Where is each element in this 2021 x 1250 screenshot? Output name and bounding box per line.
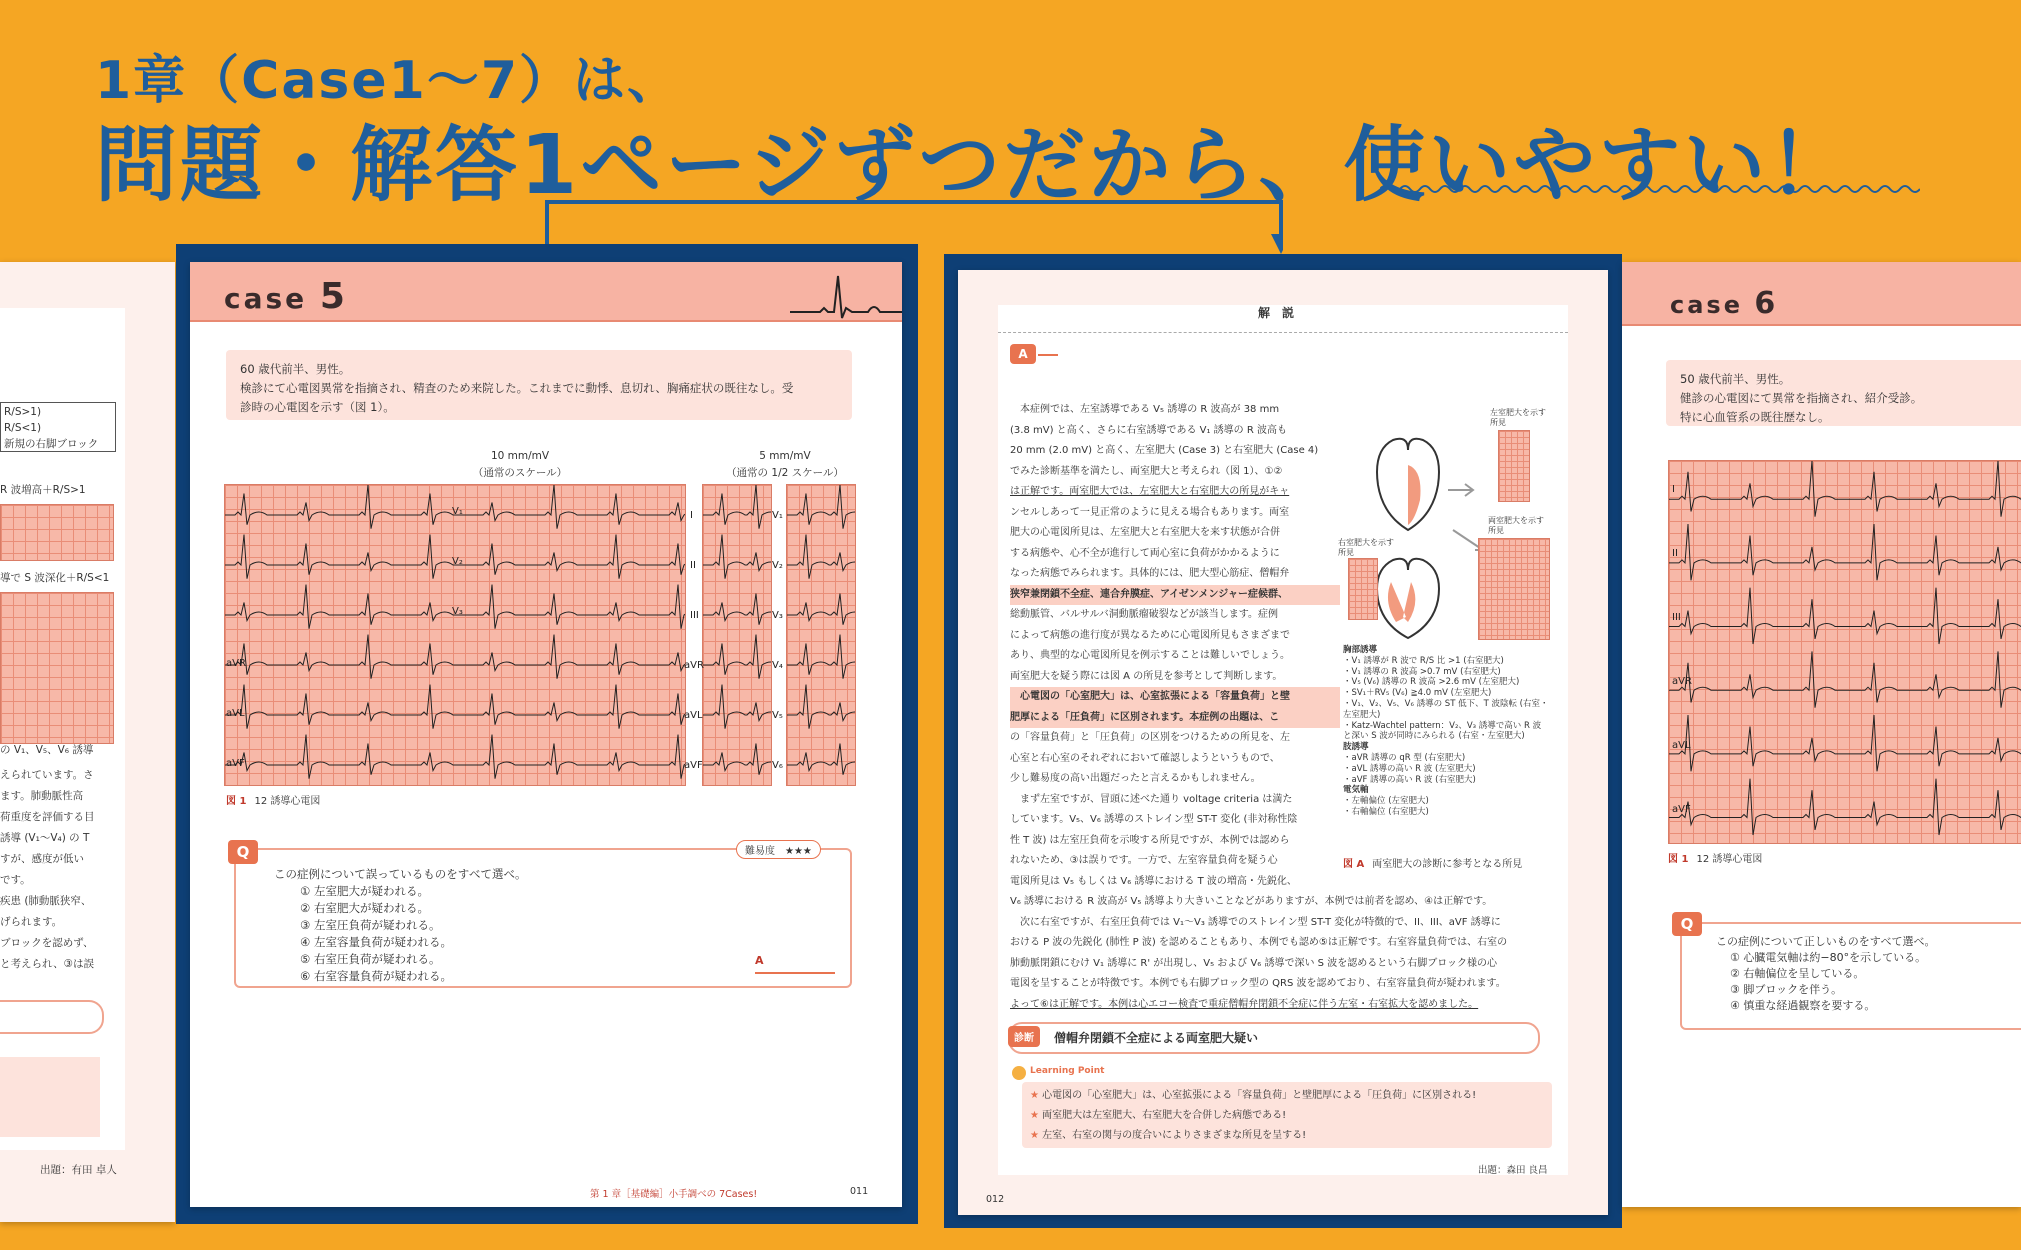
question-text: この症例について誤っているものをすべて選べ。: [274, 867, 527, 881]
case5-label: [224, 276, 348, 317]
body-line: 本症例では、左室誘導である V₅ 誘導の R 波高が 38 mm: [1020, 404, 1280, 415]
answer-option[interactable]: ② 右室肥大が疑われる。: [300, 901, 429, 915]
lead-label: aVR: [226, 658, 246, 669]
diagnosis-label: 診断: [1008, 1026, 1040, 1047]
body-line: 次に右室ですが、右室圧負荷では V₁～V₃ 誘導でのストレイン型 ST-T 変化が特徴的で、II、III、aVF 誘導に: [1020, 916, 1501, 928]
question-block: [1716, 934, 1936, 1014]
body-line: は正解です。両室肥大では、左室肥大と右室肥大の所見がキャ: [1010, 486, 1290, 497]
partial-text: げられます。: [0, 916, 63, 928]
case-number: 5: [319, 276, 348, 317]
body-line: (3.8 mV) と高く、さらに右室誘導である V₁ 誘導の R 波高も: [1010, 424, 1287, 436]
headline-line1: 1章（Case1～7）は、: [95, 51, 682, 111]
body-line: 総動脈管、バルサルバ洞動脈瘤破裂などが該当します。症例: [1010, 609, 1278, 620]
lead-label: V₁: [772, 510, 783, 521]
body-line: 肺動脈閉鎖にむけ V₁ 誘導に R' が出現し、V₅ および V₆ 誘導で深い S 波を認めるという右脚ブロック様の心: [1010, 957, 1498, 969]
criteria-line: 電気軸: [1343, 785, 1369, 796]
answer-option[interactable]: ① 左室肥大が疑われる。: [300, 884, 429, 898]
diagram-label: 右室肥大を示す所見: [1338, 538, 1394, 557]
answer-option[interactable]: ④ 慎重な経過観察を要する。: [1730, 999, 1876, 1012]
partial-text: 誘導 (V₁～V₄) の T: [0, 832, 90, 844]
page-footer: 第 1 章［基礎編］小手調べの 7Cases!: [590, 1189, 758, 1200]
ecg-main-strip: [224, 484, 686, 786]
lead-label: aVL: [684, 710, 703, 721]
partial-text: ます。肺動脈性高: [0, 790, 84, 802]
lead-label: I: [690, 510, 693, 521]
figure-caption: [226, 792, 320, 807]
learning-point-title: Learning Point: [1030, 1066, 1105, 1076]
case5-page: [190, 262, 902, 1207]
answer-option[interactable]: ⑤ 右室圧負荷が疑われる。: [300, 952, 441, 966]
patient-line: 60 歳代前半、男性。: [240, 362, 351, 376]
partial-text: 荷重度を評価する目: [0, 811, 95, 823]
lead-label: V₃: [772, 610, 783, 621]
page-number: 011: [850, 1186, 869, 1197]
patient-line: 検診にて心電図異常を指摘され、精査のため来院した。これまでに動悸、息切れ、胸痛症状の既往なし。受: [240, 381, 794, 395]
lightbulb-icon: [1012, 1066, 1026, 1080]
criteria-line: ・V₁、V₂、V₅、V₆ 誘導の ST 低下、T 波陰転 (右室・: [1343, 698, 1549, 709]
answer-option[interactable]: ⑥ 右室容量負荷が疑われる。: [300, 969, 452, 983]
difficulty-badge: 難易度 ★★★: [736, 840, 821, 859]
lead-label: I: [1672, 484, 1675, 495]
case-word: case: [224, 282, 308, 315]
criteria-line: ・Katz-Wachtel pattern：V₂、V₃ 誘導で高い R 波: [1343, 720, 1542, 731]
body-line: 肥大の心電図所見は、左室肥大と右室肥大を来す状態が合併: [1010, 527, 1280, 538]
body-line: よって⑥は正解です。本例は心エコー検査で重症僧帽弁閉鎖不全症に伴う左室・右室拡大を認めました。: [1010, 998, 1479, 1010]
headline-squiggle-underline: [1380, 183, 1920, 195]
answer-title: 解 説: [1258, 306, 1295, 320]
page-number: 012: [986, 1194, 1005, 1205]
scale-label-right: [700, 448, 870, 482]
scale-value: 10 mm/mV: [490, 450, 550, 462]
diagram-label: 両室肥大を示す所見: [1488, 516, 1544, 535]
diagram-ecg-bv: [1478, 538, 1550, 640]
criteria-line: ・左軸偏位 (左室肥大): [1343, 796, 1429, 807]
diagram-label: 左室肥大を示す所見: [1490, 408, 1546, 427]
lead-label: aVL: [1672, 740, 1691, 751]
lead-label: aVR: [684, 660, 704, 671]
lead-label: aVF: [226, 758, 245, 769]
criteria-line: ・aVR 誘導の qR 型 (右室肥大): [1343, 752, 1466, 763]
body-line: 両室肥大を疑う際には図 A の所見を参考として判断します。: [1010, 670, 1283, 682]
answer-option[interactable]: ③ 左室圧負荷が疑われる。: [300, 918, 441, 932]
lead-label: V₄: [772, 660, 783, 671]
body-line: あり、典型的な心電図所見を例示することは難しいでしょう。: [1010, 650, 1290, 661]
body-line: 少し難易度の高い出題だったと言えるかもしれません。: [1010, 773, 1261, 784]
patient-line: 特に心血管系の既往歴なし。: [1680, 410, 1830, 424]
partial-ecg-strip: [0, 504, 114, 561]
body-line: ンセルしあって一見正常のように見える場合もあります。両室: [1010, 506, 1290, 518]
answer-body-full: [1010, 892, 1570, 1015]
body-line: でみた診断基準を満たし、両室肥大と考えられ（図 1）、①②: [1010, 465, 1283, 477]
answer-option[interactable]: ① 心臓電気軸は約−80°を示している。: [1730, 951, 1927, 964]
lead-label: V₂: [772, 560, 783, 571]
answer-author: 出題：森田 良昌: [1478, 1165, 1548, 1176]
case6-page: [1622, 262, 2021, 1207]
criteria-line: と深い S 波が同時にみられる (右室・左室肥大): [1343, 731, 1525, 742]
ecg-wave-icon: [790, 272, 902, 320]
learning-points: [1030, 1086, 1476, 1146]
body-line: 狭窄兼閉鎖不全症、連合弁膜症、アイゼンメンジャー症候群、: [1010, 585, 1340, 606]
answer-option[interactable]: ④ 左室容量負荷が疑われる。: [300, 935, 452, 949]
diagnosis-text: 僧帽弁閉鎖不全症による両室肥大疑い: [1054, 1031, 1259, 1045]
lp-text: 心電図の「心室肥大」は、心室拡張による「容量負荷」と壁肥厚による「圧負荷」に区別される!: [1042, 1090, 1477, 1101]
scale-label-left: [420, 448, 620, 482]
body-line: まず左室ですが、冒頭に述べた通り voltage criteria は満た: [1020, 793, 1293, 805]
question-icon: Q: [228, 840, 258, 864]
lead-label: II: [1672, 548, 1678, 559]
fig-num: 図 1: [1668, 854, 1689, 865]
learning-point: ★ 左室、右室の関与の度合いによりさまざまな所見を呈する!: [1030, 1130, 1307, 1141]
answer-icon: A: [1010, 344, 1036, 364]
lp-text: 両室肥大は左室肥大、右室肥大を合併した病態である!: [1042, 1110, 1287, 1121]
patient-line: 健診の心電図にて異常を指摘され、紹介受診。: [1680, 391, 1923, 405]
criteria-list: [1343, 645, 1573, 818]
diagram-ecg-rv: [1348, 558, 1378, 620]
lead-label: V₃: [452, 606, 463, 617]
partial-author: 出題：有田 卓人: [40, 1164, 117, 1176]
question-block: [274, 866, 527, 985]
fig-num: 図 A: [1343, 859, 1365, 870]
lead-label: III: [690, 610, 699, 621]
partial-text: R 波増高＋R/S>1: [0, 484, 86, 496]
criteria-line: 左室肥大): [1343, 709, 1381, 720]
criteria-line: 肢誘導: [1343, 742, 1369, 753]
partial-text: 導で S 波深化＋R/S<1: [0, 572, 110, 584]
lead-label: III: [1672, 612, 1681, 623]
partial-text: 疾患 (肺動脈狭窄、: [0, 895, 92, 907]
body-line: 電図所見は V₅ もしくは V₆ 誘導における T 波の増高・先鋭化、: [1010, 875, 1297, 887]
lead-label: aVF: [684, 760, 703, 771]
answer-option[interactable]: ③ 脚ブロックを伴う。: [1730, 983, 1843, 996]
partial-text: R/S<1): [4, 422, 42, 434]
lead-label: aVR: [1672, 676, 1692, 687]
answer-mark: A: [755, 954, 764, 967]
lead-label: V₅: [772, 710, 783, 721]
case6-patient-box: [1666, 360, 2021, 426]
case-number: 6: [1754, 286, 1779, 321]
body-line: V₆ 誘導における R 波高が V₅ 誘導より大きいことなどがありますが、本例では前者を認め、④は正解です。: [1010, 896, 1493, 907]
body-line: 20 mm (2.0 mV) と高く、左室肥大 (Case 3) と右室肥大 (Case 4): [1010, 445, 1319, 456]
body-line: しています。V₅、V₆ 誘導のストレイン型 ST-T 変化 (非対称性陰: [1010, 814, 1298, 825]
partial-ecg-strip: [0, 592, 114, 744]
patient-line: 50 歳代前半、男性。: [1680, 372, 1791, 386]
body-line: の「容量負荷」と「圧負荷」の区別をつけるための所見を、左: [1010, 732, 1290, 743]
case6-ecg-strip: [1668, 460, 2021, 844]
ecg-chest-strip: [786, 484, 856, 786]
answer-option[interactable]: ② 右軸偏位を呈している。: [1730, 967, 1865, 980]
question-icon: Q: [1672, 912, 1702, 936]
diagram-ecg-lv: [1498, 430, 1530, 502]
lead-label: II: [690, 560, 696, 571]
headline-line2: 問題・解答1ページずつだから、使いやすい！: [95, 118, 1854, 213]
criteria-line: ・aVL 誘導の高い R 波 (左室肥大): [1343, 763, 1476, 774]
criteria-line: ・aVF 誘導の高い R 波 (右室肥大): [1343, 774, 1476, 785]
left-partial-page: [0, 262, 175, 1222]
body-line: 心室と右心室のそれぞれにおいて確認しようというもので、: [1010, 752, 1280, 764]
partial-text: すが、感度が低い: [0, 853, 84, 865]
criteria-line: ・右軸偏位 (右室肥大): [1343, 806, 1429, 817]
body-line: によって病態の進行度が異なるために心電図所見もさまざまで: [1010, 629, 1290, 641]
answer-line: [755, 972, 835, 974]
body-line: れないため、③は誤りです。一方で、左室容量負荷を疑う心: [1010, 855, 1278, 866]
criteria-line: 胸部誘導: [1343, 645, 1378, 655]
body-line: 肥厚による「圧負荷」に区別されます。本症例の出題は、こ: [1010, 708, 1340, 729]
question-text: この症例について正しいものをすべて選べ。: [1716, 935, 1936, 948]
case-word: case: [1670, 291, 1743, 319]
body-line: 性 T 波) は左室圧負荷を示唆する所見ですが、本例では認めら: [1010, 834, 1290, 846]
criteria-line: ・SV₁＋RV₅ (V₆) ≧4.0 mV (左室肥大): [1343, 688, 1492, 699]
criteria-line: ・V₁ 誘導の R 波高 >0.7 mV (右室肥大): [1343, 666, 1501, 677]
figure-caption: [1668, 850, 1762, 865]
fig-num: 図 1: [226, 796, 247, 807]
scale-sub: （通常のスケール）: [472, 467, 568, 479]
body-line: なった病態でみられます。具体的には、肥大型心筋症、僧帽弁: [1010, 568, 1290, 579]
figure-a-caption: [1343, 855, 1522, 870]
criteria-line: ・V₅ (V₆) 誘導の R 波高 >2.6 mV (左室肥大): [1343, 677, 1520, 688]
body-line: する病態や、心不全が進行して両心室に負荷がかかるように: [1010, 547, 1280, 559]
learning-point: ★ 両室肥大は左室肥大、右室肥大を合併した病態である!: [1030, 1110, 1287, 1121]
scale-sub: （通常の 1/2 スケール）: [726, 467, 844, 479]
case6-label: [1670, 286, 1778, 321]
answer-body-left: [1010, 400, 1340, 892]
scale-value: 5 mm/mV: [759, 450, 811, 462]
ecg-limb-strip: [702, 484, 772, 786]
lead-label: V₁: [452, 506, 463, 517]
fig-text: 12 誘導心電図: [1696, 854, 1763, 865]
case5-patient-box: [226, 350, 852, 420]
answer-page: [958, 270, 1608, 1215]
fig-text: 12 誘導心電図: [254, 796, 321, 807]
partial-text: と考えられ、③は誤: [0, 958, 95, 970]
lead-label: aVF: [1672, 804, 1691, 815]
partial-text: 新規の右脚ブロック: [4, 438, 99, 450]
criteria-line: ・V₁ 誘導が R 波で R/S 比 >1 (右室肥大): [1343, 655, 1504, 666]
partial-text: えられています。さ: [0, 769, 94, 781]
body-line: 電図を呈することが特徴です。本例でも右脚ブロック型の QRS 波を認めており、右室容量負荷が疑われます。: [1010, 978, 1506, 989]
lead-label: V₆: [772, 760, 783, 771]
partial-text: の V₁、V₅、V₆ 誘導: [0, 744, 94, 756]
lead-label: V₂: [452, 556, 463, 567]
partial-text: R/S>1): [4, 406, 42, 418]
learning-point: ★ 心電図の「心室肥大」は、心室拡張による「容量負荷」と壁肥厚による「圧負荷」に区別される!: [1030, 1090, 1477, 1101]
fig-text: 両室肥大の診断に参考となる所見: [1372, 859, 1523, 870]
lp-text: 左室、右室の関与の度合いによりさまざまな所見を呈する!: [1042, 1130, 1307, 1141]
partial-text: ブロックを認めず、: [0, 937, 94, 949]
body-line: おける P 波の先鋭化 (肺性 P 波) を認めることもあり、本例でも認め⑤は正解です。右室容量負荷では、右室の: [1010, 937, 1508, 948]
partial-text: です。: [0, 874, 31, 886]
patient-line: 診時の心電図を示す（図 1）。: [240, 400, 395, 414]
body-line: 心電図の「心室肥大」は、心室拡張による「容量負荷」と壁: [1010, 687, 1340, 708]
lead-label: aVL: [226, 708, 245, 719]
